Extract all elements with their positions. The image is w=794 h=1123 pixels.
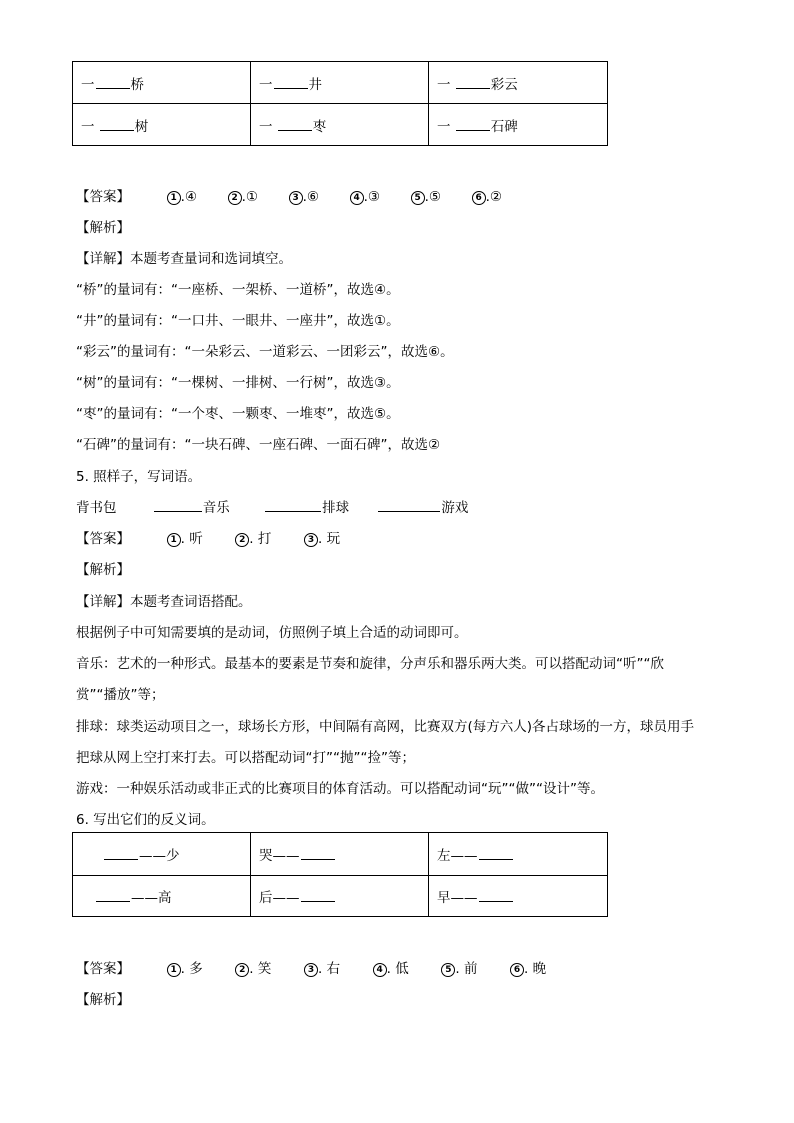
detail-line: “石碑”的量词有：“一块石碑、一座石碑、一面石碑”，故选② (76, 437, 441, 453)
table-cell: 一 井 (251, 62, 429, 104)
detail-line: 赏”“播放”等； (76, 687, 165, 703)
analysis-tag: 【解析】 (76, 220, 130, 236)
answer-item: 2 . 笑 (235, 957, 271, 977)
table-cell: 哭—— (251, 833, 429, 876)
detail-line: 把球从网上空打来打去。可以搭配动词“打”“抛”“捡”等； (76, 750, 415, 766)
table-cell: ——少 (73, 833, 251, 876)
answer-item: 3 . 右 (304, 957, 340, 977)
detail-line: “枣”的量词有：“一个枣、一颗枣、一堆枣”，故选⑤。 (76, 406, 400, 422)
table-cell: 一 枣 (251, 104, 429, 146)
detail-line: “桥”的量词有：“一座桥、一架桥、一道桥”，故选④。 (76, 282, 400, 298)
table-cell: 一 桥 (73, 62, 251, 104)
detail-line: 排球：球类运动项目之一，球场长方形，中间隔有高网，比赛双方(每方六人)各占球场的一方，球员用手 (76, 719, 695, 735)
answer-item: 1 . 多 (167, 957, 203, 977)
answer-tag: 【答案】 (76, 961, 130, 977)
table-cell: 左—— (429, 833, 608, 876)
question-5-title: 5. 照样子，写词语。 (76, 469, 202, 485)
answer-item: 1 .④ (167, 189, 197, 205)
answer-item: 4 .③ (350, 189, 380, 205)
answer-item: 3 .⑥ (289, 189, 319, 205)
answer-item: 6 .② (472, 189, 502, 205)
analysis-tag: 【解析】 (76, 992, 130, 1008)
detail-line: 【详解】本题考查量词和选词填空。 (76, 251, 292, 267)
detail-line: 【详解】本题考查词语搭配。 (76, 594, 252, 610)
answer-item: 5 .⑤ (411, 189, 441, 205)
detail-line: “树”的量词有：“一棵树、一排树、一行树”，故选③。 (76, 375, 400, 391)
answer-item: 5 . 前 (441, 957, 477, 977)
answer-item: 4 . 低 (373, 957, 409, 977)
answer-tag: 【答案】 (76, 189, 130, 205)
answer-tag: 【答案】 (76, 531, 130, 547)
question-5-prompt: 背书包 音乐 排球 游戏 (76, 500, 469, 516)
antonym-table (72, 832, 608, 917)
table-cell: 后—— (251, 876, 429, 917)
detail-line: 根据例子中可知需要填的是动词，仿照例子填上合适的动词即可。 (76, 625, 468, 641)
measure-word-table (72, 61, 608, 146)
table-cell: 一 石碑 (429, 104, 608, 146)
detail-line: “井”的量词有：“一口井、一眼井、一座井”，故选①。 (76, 313, 400, 329)
answer-item: 6 . 晚 (510, 957, 546, 977)
detail-line: 音乐：艺术的一种形式。最基本的要素是节奏和旋律，分声乐和器乐两大类。可以搭配动词“听”“欣 (76, 656, 664, 672)
answer-line-q6 (76, 957, 546, 977)
table-cell: 一 彩云 (429, 62, 608, 104)
answer-item: 2 . 打 (235, 527, 271, 547)
answer-line-q5 (76, 527, 340, 547)
analysis-tag: 【解析】 (76, 562, 130, 578)
answer-item: 1 . 听 (167, 527, 203, 547)
table-cell: ——高 (73, 876, 251, 917)
table-cell: 一 树 (73, 104, 251, 146)
answer-item: 2 .① (228, 189, 258, 205)
answer-line-q4 (76, 185, 502, 205)
detail-line: “彩云”的量词有：“一朵彩云、一道彩云、一团彩云”，故选⑥。 (76, 344, 454, 360)
table-cell: 早—— (429, 876, 608, 917)
question-6-title: 6. 写出它们的反义词。 (76, 812, 215, 828)
answer-item: 3 . 玩 (304, 527, 340, 547)
detail-line: 游戏：一种娱乐活动或非正式的比赛项目的体育活动。可以搭配动词“玩”“做”“设计”等。 (76, 781, 604, 797)
